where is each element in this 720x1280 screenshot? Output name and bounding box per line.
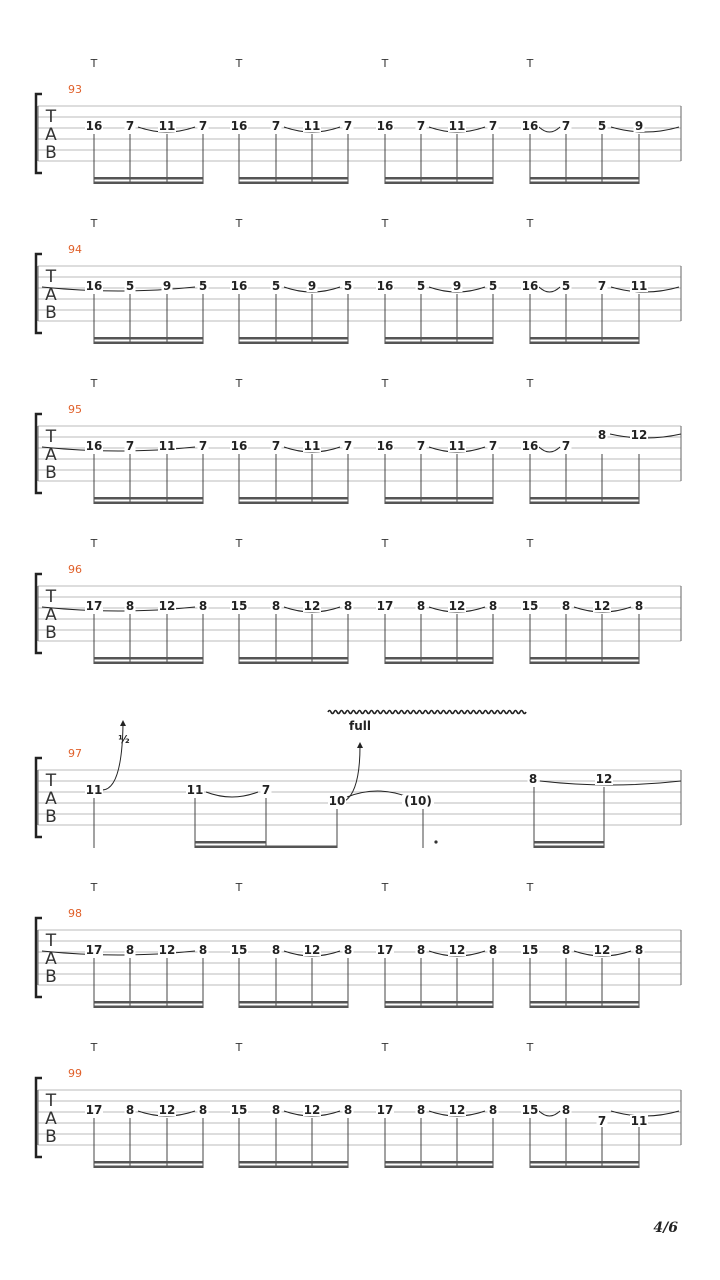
- beam: [530, 1166, 639, 1169]
- fret-number: 7: [271, 439, 281, 453]
- fret-number: 11: [303, 439, 321, 453]
- fret-number: 16: [230, 439, 248, 453]
- measure-number: 95: [68, 403, 82, 416]
- bend-half-label: ½: [118, 733, 130, 746]
- beam: [195, 846, 337, 849]
- bend-curve: [345, 746, 360, 801]
- beam: [385, 182, 493, 185]
- measure-number: 96: [68, 563, 82, 576]
- beam: [385, 177, 493, 180]
- fret-number: 7: [125, 439, 135, 453]
- fret-number: 8: [561, 599, 571, 613]
- beam: [239, 662, 348, 665]
- tab-system: [36, 1041, 681, 1168]
- fret-number: 8: [125, 599, 135, 613]
- tab-clef-letter: A: [45, 125, 57, 145]
- measure-number: 98: [68, 907, 82, 920]
- fret-number: 12: [303, 599, 321, 613]
- beam: [385, 1161, 493, 1164]
- fret-number: 17: [85, 943, 103, 957]
- fret-number: 11: [448, 439, 466, 453]
- fret-number: 7: [261, 783, 271, 797]
- fret-number: 8: [597, 428, 607, 442]
- tap-mark: T: [235, 217, 243, 230]
- bend-arrow: [357, 742, 363, 748]
- fret-number: (10): [404, 794, 432, 808]
- fret-number: 11: [186, 783, 204, 797]
- tap-mark: T: [381, 881, 389, 894]
- fret-number: 16: [521, 439, 539, 453]
- tap-mark: T: [381, 217, 389, 230]
- fret-number: 16: [376, 439, 394, 453]
- fret-number: 9: [634, 119, 644, 133]
- tap-mark: T: [381, 377, 389, 390]
- fret-number: 12: [448, 943, 466, 957]
- tab-clef-letter: T: [45, 931, 57, 951]
- beam: [534, 846, 604, 849]
- fret-number: 5: [488, 279, 498, 293]
- beam: [94, 337, 203, 340]
- fret-number: 15: [521, 1103, 539, 1117]
- fret-number: 12: [303, 943, 321, 957]
- tap-mark: T: [526, 537, 534, 550]
- tab-clef-letter: A: [45, 1109, 57, 1129]
- beam: [530, 337, 639, 340]
- fret-number: 7: [561, 119, 571, 133]
- tap-mark: T: [90, 537, 98, 550]
- beam: [534, 841, 604, 844]
- fret-number: 8: [561, 1103, 571, 1117]
- fret-number: 7: [125, 119, 135, 133]
- fret-number: 8: [488, 599, 498, 613]
- fret-number: 8: [416, 599, 426, 613]
- tap-mark: T: [526, 881, 534, 894]
- fret-number: 12: [448, 599, 466, 613]
- fret-number: 5: [416, 279, 426, 293]
- fret-number: 8: [271, 1103, 281, 1117]
- beam: [239, 1001, 348, 1004]
- measure-number: 94: [68, 243, 82, 256]
- fret-number: 10: [328, 794, 346, 808]
- fret-number: 5: [198, 279, 208, 293]
- vibrato: [328, 711, 526, 714]
- fret-number: 16: [230, 119, 248, 133]
- fret-number: 5: [597, 119, 607, 133]
- beam: [530, 1001, 639, 1004]
- fret-number: 8: [198, 943, 208, 957]
- tab-clef-letter: A: [45, 445, 57, 465]
- beam: [239, 1161, 348, 1164]
- fret-number: 12: [158, 599, 176, 613]
- fret-number: 8: [416, 1103, 426, 1117]
- fret-number: 12: [158, 1103, 176, 1117]
- fret-number: 15: [230, 943, 248, 957]
- beam: [530, 502, 639, 505]
- fret-number: 5: [271, 279, 281, 293]
- fret-number: 12: [630, 428, 648, 442]
- tap-mark: T: [526, 217, 534, 230]
- fret-number: 7: [597, 279, 607, 293]
- tab-system: [36, 881, 681, 1008]
- fret-number: 8: [271, 599, 281, 613]
- fret-number: 12: [303, 1103, 321, 1117]
- fret-number: 16: [85, 119, 103, 133]
- fret-number: 5: [125, 279, 135, 293]
- beam: [530, 1161, 639, 1164]
- fret-number: 15: [230, 599, 248, 613]
- measure-number: 99: [68, 1067, 82, 1080]
- bend-arrow: [120, 720, 126, 726]
- tap-mark: T: [381, 537, 389, 550]
- beam: [385, 497, 493, 500]
- fret-number: 8: [416, 943, 426, 957]
- fret-number: 8: [343, 1103, 353, 1117]
- beam: [195, 841, 266, 844]
- tab-clef-letter: B: [45, 807, 57, 827]
- beam: [239, 497, 348, 500]
- beam: [530, 662, 639, 665]
- fret-number: 12: [595, 772, 613, 786]
- fret-number: 7: [343, 439, 353, 453]
- fret-number: 12: [593, 599, 611, 613]
- fret-number: 16: [230, 279, 248, 293]
- tap-mark: T: [235, 377, 243, 390]
- beam: [239, 342, 348, 345]
- tab-clef-letter: B: [45, 303, 57, 323]
- slur-tie: [206, 792, 258, 797]
- tab-clef-letter: A: [45, 949, 57, 969]
- fret-number: 7: [416, 439, 426, 453]
- fret-number: 7: [198, 119, 208, 133]
- tap-mark: T: [526, 1041, 534, 1054]
- fret-number: 11: [158, 119, 176, 133]
- tab-clef-letter: A: [45, 285, 57, 305]
- tab-system: [36, 537, 681, 664]
- fret-number: 12: [448, 1103, 466, 1117]
- beam: [530, 342, 639, 345]
- bend-full-label: full: [349, 719, 371, 733]
- fret-number: 7: [597, 1114, 607, 1128]
- tab-clef-letter: B: [45, 623, 57, 643]
- beam: [385, 1006, 493, 1009]
- fret-number: 7: [343, 119, 353, 133]
- fret-number: 8: [271, 943, 281, 957]
- beam: [94, 1166, 203, 1169]
- beam: [530, 657, 639, 660]
- fret-number: 8: [488, 1103, 498, 1117]
- fret-number: 8: [343, 943, 353, 957]
- fret-number: 11: [303, 119, 321, 133]
- fret-number: 11: [158, 439, 176, 453]
- beam: [385, 1001, 493, 1004]
- tap-mark: T: [381, 57, 389, 70]
- measure-number: 97: [68, 747, 82, 760]
- fret-number: 17: [376, 943, 394, 957]
- beam: [94, 497, 203, 500]
- beam: [239, 337, 348, 340]
- fret-number: 8: [634, 599, 644, 613]
- fret-number: 16: [376, 119, 394, 133]
- fret-number: 16: [521, 119, 539, 133]
- fret-number: 16: [376, 279, 394, 293]
- fret-number: 7: [561, 439, 571, 453]
- tap-mark: T: [381, 1041, 389, 1054]
- tab-clef-letter: A: [45, 789, 57, 809]
- tap-mark: T: [235, 57, 243, 70]
- tap-mark: T: [526, 57, 534, 70]
- fret-number: 15: [521, 599, 539, 613]
- beam: [239, 177, 348, 180]
- fret-number: 16: [85, 279, 103, 293]
- beam: [530, 497, 639, 500]
- fret-number: 7: [198, 439, 208, 453]
- tab-clef-letter: T: [45, 587, 57, 607]
- fret-number: 12: [593, 943, 611, 957]
- fret-number: 8: [488, 943, 498, 957]
- beam: [94, 342, 203, 345]
- tab-clef-letter: T: [45, 427, 57, 447]
- fret-number: 17: [85, 599, 103, 613]
- tap-mark: T: [90, 377, 98, 390]
- fret-number: 16: [85, 439, 103, 453]
- fret-number: 8: [634, 943, 644, 957]
- page-number: 4/6: [653, 1220, 678, 1236]
- tab-system: [36, 217, 681, 344]
- tap-mark: T: [235, 881, 243, 894]
- tab-clef-letter: B: [45, 463, 57, 483]
- beam: [94, 177, 203, 180]
- tap-mark: T: [90, 217, 98, 230]
- fret-number: 8: [198, 1103, 208, 1117]
- fret-number: 8: [198, 599, 208, 613]
- beam: [94, 1161, 203, 1164]
- fret-number: 11: [448, 119, 466, 133]
- tab-clef-letter: T: [45, 107, 57, 127]
- beam: [239, 182, 348, 185]
- fret-number: 7: [488, 119, 498, 133]
- fret-number: 17: [376, 1103, 394, 1117]
- tab-system: [36, 711, 681, 849]
- fret-number: 8: [528, 772, 538, 786]
- fret-number: 7: [488, 439, 498, 453]
- fret-number: 12: [158, 943, 176, 957]
- fret-number: 5: [561, 279, 571, 293]
- tab-system: [36, 57, 681, 184]
- fret-number: 11: [630, 1114, 648, 1128]
- tap-mark: T: [235, 1041, 243, 1054]
- beam: [385, 342, 493, 345]
- beam: [385, 657, 493, 660]
- tap-mark: T: [90, 1041, 98, 1054]
- beam: [530, 177, 639, 180]
- beam: [385, 1166, 493, 1169]
- tab-clef-letter: B: [45, 143, 57, 163]
- fret-number: 17: [376, 599, 394, 613]
- fret-number: 15: [230, 1103, 248, 1117]
- fret-number: 15: [521, 943, 539, 957]
- measure-number: 93: [68, 83, 82, 96]
- tab-clef-letter: B: [45, 1127, 57, 1147]
- tap-mark: T: [90, 881, 98, 894]
- fret-number: 8: [125, 943, 135, 957]
- beam: [385, 662, 493, 665]
- tab-clef-letter: A: [45, 605, 57, 625]
- fret-number: 9: [307, 279, 317, 293]
- beam: [94, 182, 203, 185]
- fret-number: 7: [271, 119, 281, 133]
- beam: [94, 657, 203, 660]
- beam: [530, 1006, 639, 1009]
- tab-clef-letter: T: [45, 771, 57, 791]
- beam: [530, 182, 639, 185]
- tap-mark: T: [526, 377, 534, 390]
- beam: [239, 1166, 348, 1169]
- tab-system: [36, 377, 681, 504]
- fret-number: 8: [125, 1103, 135, 1117]
- fret-number: 8: [343, 599, 353, 613]
- tap-mark: T: [90, 57, 98, 70]
- fret-number: 7: [416, 119, 426, 133]
- tap-mark: T: [235, 537, 243, 550]
- tab-clef-letter: T: [45, 1091, 57, 1111]
- beam: [94, 502, 203, 505]
- beam: [239, 502, 348, 505]
- fret-number: 8: [561, 943, 571, 957]
- beam: [239, 657, 348, 660]
- fret-number: 9: [162, 279, 172, 293]
- beam: [239, 1006, 348, 1009]
- dot: [434, 840, 437, 843]
- tab-clef-letter: B: [45, 967, 57, 987]
- fret-number: 17: [85, 1103, 103, 1117]
- tab-clef-letter: T: [45, 267, 57, 287]
- beam: [385, 337, 493, 340]
- fret-number: 9: [452, 279, 462, 293]
- fret-number: 11: [630, 279, 648, 293]
- beam: [94, 1001, 203, 1004]
- fret-number: 5: [343, 279, 353, 293]
- fret-number: 11: [85, 783, 103, 797]
- fret-number: 16: [521, 279, 539, 293]
- beam: [385, 502, 493, 505]
- beam: [94, 1006, 203, 1009]
- beam: [94, 662, 203, 665]
